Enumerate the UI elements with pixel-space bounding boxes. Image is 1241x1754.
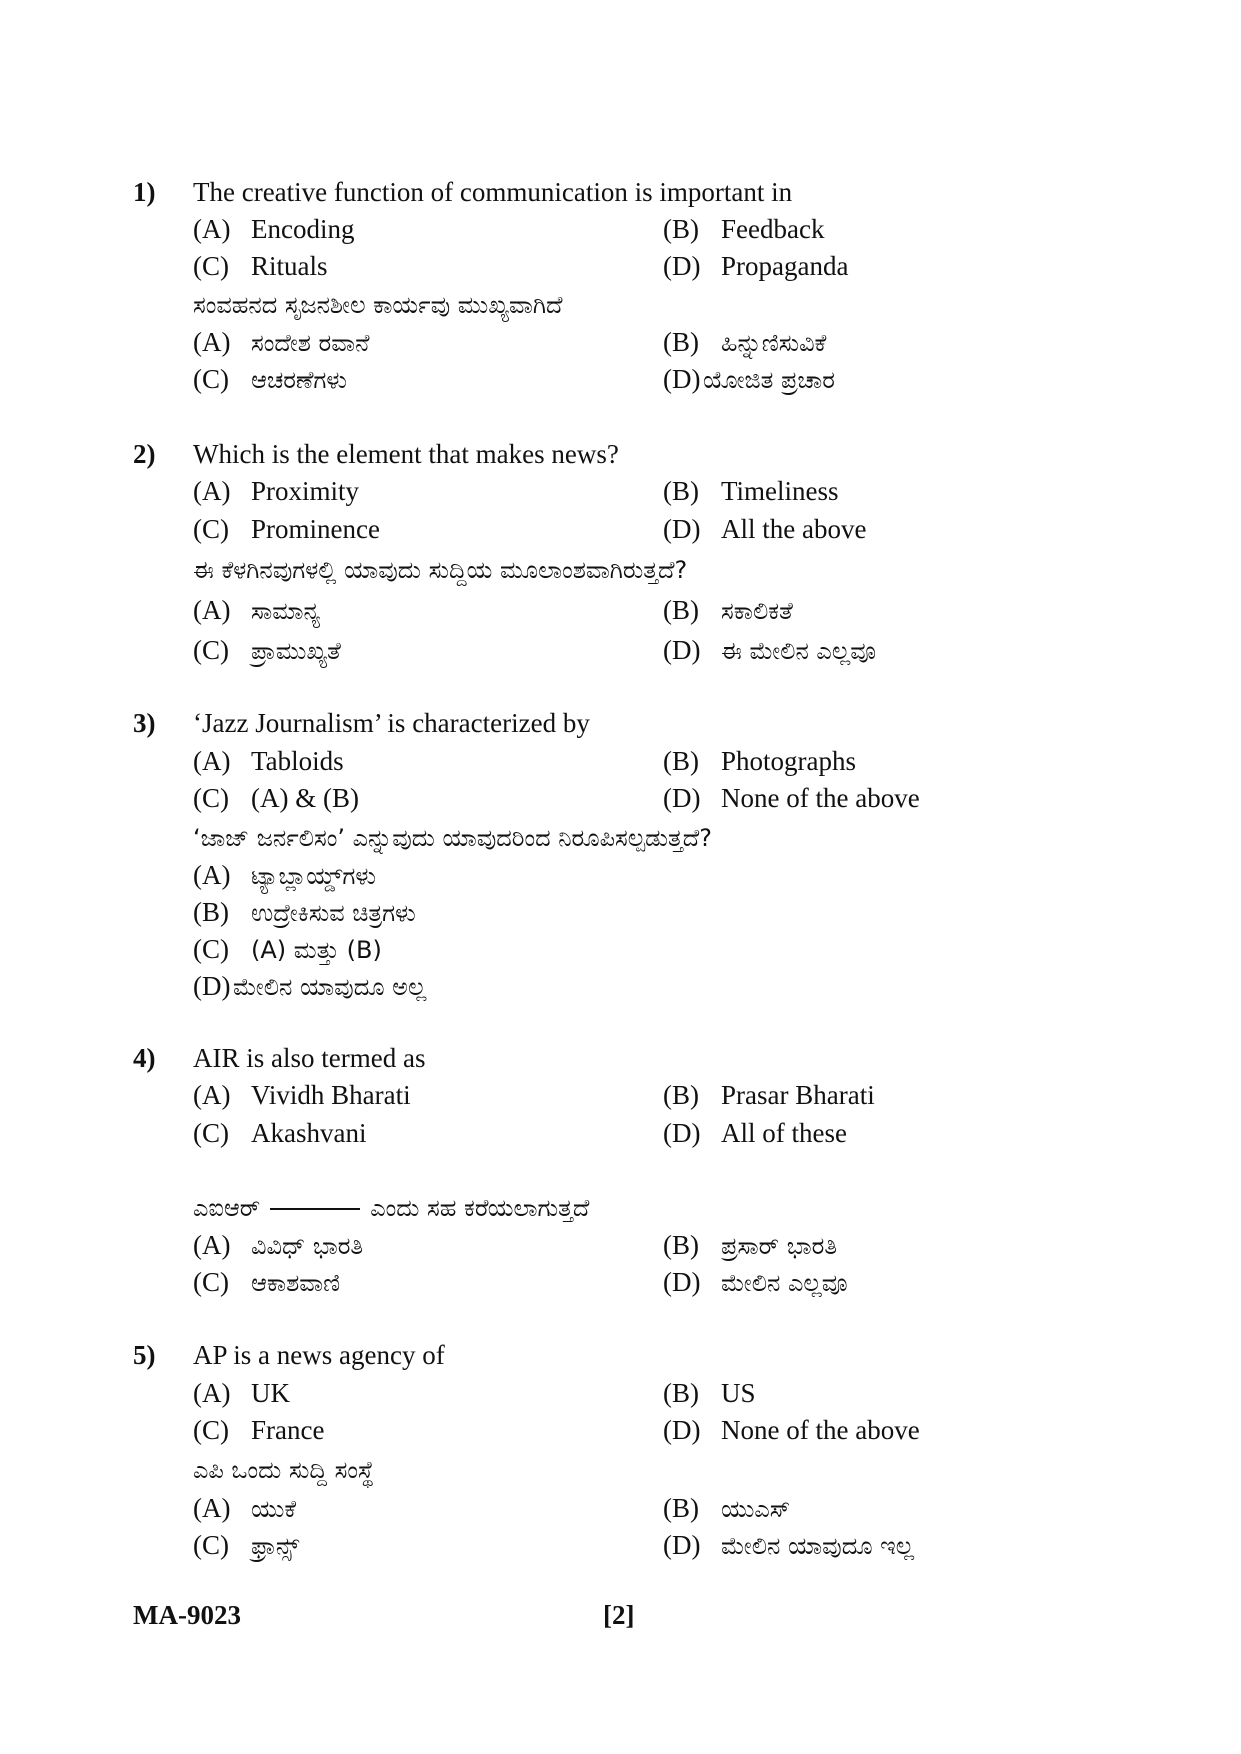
paper-code: MA-9023: [133, 1600, 241, 1630]
option-d-en: (D) Propaganda: [663, 251, 849, 281]
option-d-en: (D) All the above: [663, 514, 867, 544]
option-b-kn: (B) ಹಿನ್ನುಣಿಸುವಿಕೆ: [663, 327, 827, 357]
option-d-kn: (D) ಮೇಲಿನ ಎಲ್ಲವೂ: [663, 1267, 848, 1297]
question-text-en: ‘Jazz Journalism’ is characterized by: [193, 708, 590, 738]
option-d-kn: (D) ಯೋಜಿತ ಪ್ರಚಾರ: [663, 364, 835, 394]
option-b-kn: (B) ಉದ್ರೇಕಿಸುವ ಚಿತ್ರಗಳು: [193, 897, 416, 927]
question-text-en: Which is the element that makes news?: [193, 439, 619, 469]
option-a-kn: (A) ಸಂದೇಶ ರವಾನೆ: [193, 327, 370, 357]
question-text-kn: ಎಪಿ ಒಂದು ಸುದ್ದಿ ಸಂಸ್ಥೆ: [193, 1456, 375, 1484]
option-b-kn: (B) ಪ್ರಸಾರ್ ಭಾರತಿ: [663, 1230, 838, 1260]
option-b-en: (B) Prasar Bharati: [663, 1080, 875, 1110]
option-a-kn: (A) ಸಾಮಾನ್ಯ: [193, 595, 321, 625]
option-a-kn: (A) ಯುಕೆ: [193, 1493, 297, 1523]
option-a-en: (A) Proximity: [193, 476, 360, 506]
option-c-kn: (C) ಫ್ರಾನ್ಸ್: [193, 1530, 300, 1560]
option-b-en: (B) Photographs: [663, 746, 856, 776]
option-b-kn: (B) ಯುಎಸ್: [663, 1493, 791, 1523]
option-c-en: (C) France: [193, 1415, 325, 1445]
option-c-en: (C) (A) & (B): [193, 783, 359, 813]
question-text-en: The creative function of communication is important in: [193, 177, 793, 207]
option-a-en: (A) Tabloids: [193, 746, 344, 776]
question-number: 2): [133, 439, 156, 469]
option-d-kn: (D) ಮೇಲಿನ ಯಾವುದೂ ಅಲ್ಲ: [193, 971, 427, 1001]
option-c-en: (C) Prominence: [193, 514, 380, 544]
option-c-en: (C) Akashvani: [193, 1118, 367, 1148]
option-a-kn: (A) ವಿವಿಧ್ ಭಾರತಿ: [193, 1230, 364, 1260]
question-text-en: AIR is also termed as: [193, 1043, 426, 1073]
option-b-en: (B) US: [663, 1378, 756, 1408]
option-d-kn: (D) ಮೇಲಿನ ಯಾವುದೂ ಇಲ್ಲ: [663, 1530, 915, 1560]
question-text-kn: ಈ ಕೆಳಗಿನವುಗಳಲ್ಲಿ ಯಾವುದು ಸುದ್ದಿಯ ಮೂಲಾಂಶವಾಗಿರುತ್ತದೆ?: [193, 556, 688, 584]
fill-in-blank: [270, 1208, 360, 1210]
question-number: 1): [133, 177, 156, 207]
question-text-kn: ‘ಜಾಜ್ ಜರ್ನಲಿಸಂ’ ಎನ್ನುವುದು ಯಾವುದರಿಂದ ನಿರೂಪಿಸಲ್ಪಡುತ್ತದೆ?: [193, 824, 712, 852]
option-b-en: (B) Feedback: [663, 214, 825, 244]
page-number: [2]: [603, 1600, 635, 1630]
option-d-kn: (D) ಈ ಮೇಲಿನ ಎಲ್ಲವೂ: [663, 635, 877, 665]
option-c-kn: (C) ಆಚರಣೆಗಳು: [193, 364, 348, 394]
question-number: 4): [133, 1043, 156, 1073]
option-b-kn: (B) ಸಕಾಲಿಕತೆ: [663, 595, 793, 625]
option-b-en: (B) Timeliness: [663, 476, 839, 506]
question-text-kn: ಎಐಆರ್ ಎಂದು ಸಹ ಕರೆಯಲಾಗುತ್ತದೆ: [193, 1194, 590, 1222]
option-d-en: (D) None of the above: [663, 783, 920, 813]
option-c-en: (C) Rituals: [193, 251, 328, 281]
option-a-en: (A) Encoding: [193, 214, 355, 244]
question-number: 5): [133, 1340, 156, 1370]
option-c-kn: (C) ಪ್ರಾಮುಖ್ಯತೆ: [193, 635, 341, 665]
question-text-kn: ಸಂವಹನದ ಸೃಜನಶೀಲ ಕಾರ್ಯವು ಮುಖ್ಯವಾಗಿದೆ: [193, 291, 563, 319]
option-d-en: (D) None of the above: [663, 1415, 920, 1445]
option-c-kn: (C) ಆಕಾಶವಾಣಿ: [193, 1267, 341, 1297]
option-a-en: (A) Vividh Bharati: [193, 1080, 411, 1110]
question-text-en: AP is a news agency of: [193, 1340, 445, 1370]
question-number: 3): [133, 708, 156, 738]
option-a-kn: (A) ಟ್ಯಾಬ್ಲಾಯ್ಡ್‌ಗಳು: [193, 860, 377, 890]
option-c-kn: (C) (A) ಮತ್ತು (B): [193, 934, 382, 964]
option-a-en: (A) UK: [193, 1378, 290, 1408]
option-d-en: (D) All of these: [663, 1118, 847, 1148]
